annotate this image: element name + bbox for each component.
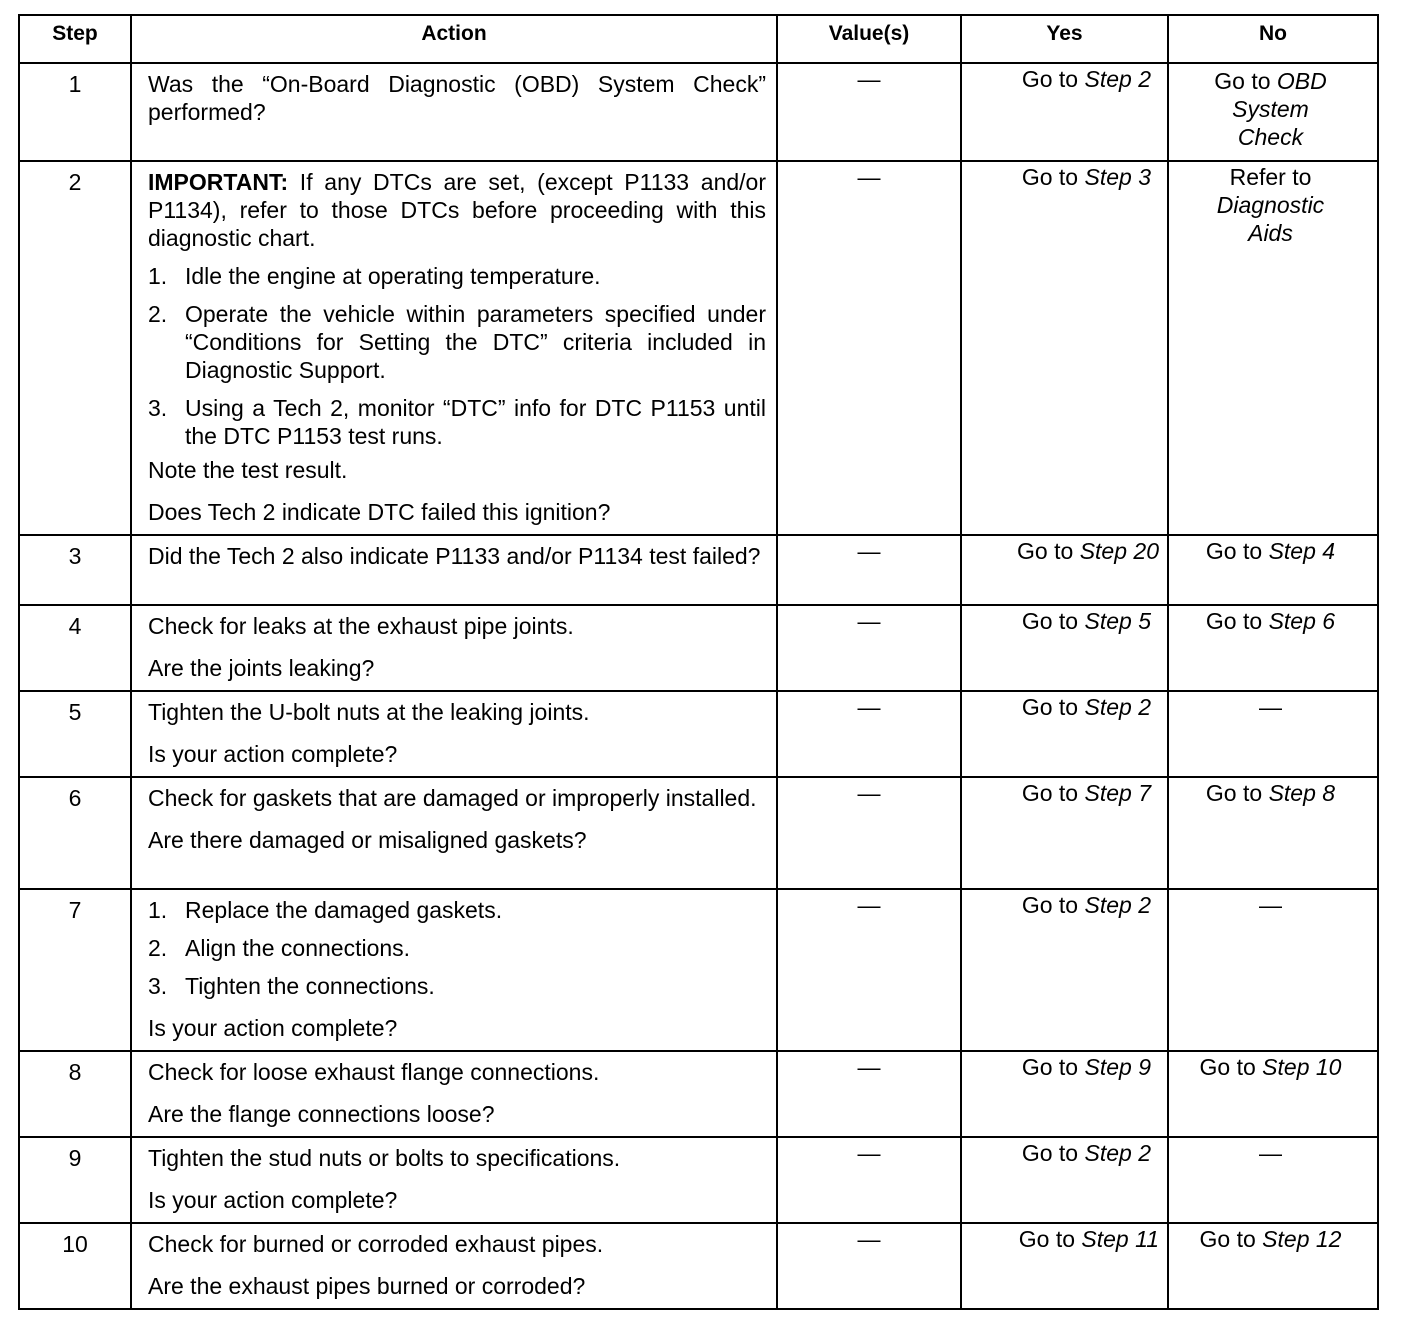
question-text: Does Tech 2 indicate DTC failed this ignition? — [148, 499, 611, 525]
no-ref-line: Refer to — [1229, 164, 1312, 190]
no-prefix: Go to — [1205, 608, 1269, 634]
value-cell: — — [777, 777, 961, 889]
yes-step-link: Step 9 — [1084, 1054, 1151, 1080]
no-step-link: Step 6 — [1268, 608, 1336, 634]
yes-cell — [961, 777, 1168, 889]
value-cell: — — [777, 605, 961, 691]
list-item — [148, 262, 766, 290]
yes-prefix: Go to — [1021, 694, 1085, 720]
action-cell — [131, 1223, 777, 1309]
yes-cell — [961, 1223, 1168, 1309]
table-row — [19, 63, 1378, 161]
action-cell — [131, 691, 777, 777]
yes-prefix: Go to — [1021, 1140, 1085, 1166]
list-text: Replace the damaged gaskets. — [185, 897, 503, 923]
value-cell: — — [777, 691, 961, 777]
question-text: Are the joints leaking? — [148, 655, 375, 681]
table-row — [19, 777, 1378, 889]
yes-step-link: Step 2 — [1084, 66, 1151, 92]
step-number: 9 — [19, 1137, 131, 1223]
no-ref-line: System — [1232, 96, 1309, 122]
list-text: Operate the vehicle within parameters specified under “Conditions for Setting the DTC” criteria included in Diagnostic Support. — [185, 301, 766, 383]
action-text: Did the Tech 2 also indicate P1133 and/or P1134 test failed? — [148, 543, 761, 569]
no-ref-line: OBD — [1276, 68, 1327, 94]
procedure-list — [148, 262, 766, 450]
yes-prefix: Go to — [1021, 164, 1085, 190]
header-action: Action — [131, 15, 777, 63]
list-text: Using a Tech 2, monitor “DTC” info for DTC P1153 until the DTC P1153 test runs. — [185, 395, 766, 449]
list-number: 2. — [148, 301, 168, 327]
question-text: Is your action complete? — [148, 1187, 398, 1213]
step-number: 5 — [19, 691, 131, 777]
yes-cell — [961, 1137, 1168, 1223]
no-prefix: Go to — [1199, 1226, 1263, 1252]
question-text: Are the exhaust pipes burned or corroded? — [148, 1273, 586, 1299]
action-text: Tighten the U-bolt nuts at the leaking joints. — [148, 699, 590, 725]
no-ref-line: Check — [1237, 124, 1304, 150]
yes-prefix: Go to — [1017, 538, 1080, 564]
step-number: 7 — [19, 889, 131, 1051]
table-row — [19, 1051, 1378, 1137]
action-cell — [131, 161, 777, 535]
yes-cell — [961, 889, 1168, 1051]
action-cell — [131, 1051, 777, 1137]
table-row — [19, 889, 1378, 1051]
yes-step-link: Step 7 — [1084, 780, 1151, 806]
important-text: If any DTCs are set, (except P1133 and/or P1134), refer to those DTCs before proceeding with this diagnostic chart. — [148, 169, 766, 251]
list-item — [148, 896, 766, 924]
action-text: Was the “On-Board Diagnostic (OBD) System Check” performed? — [148, 71, 766, 125]
yes-cell — [961, 691, 1168, 777]
list-text: Idle the engine at operating temperature. — [185, 263, 601, 289]
no-prefix: Go to — [1205, 538, 1269, 564]
action-text: Check for loose exhaust flange connections. — [148, 1059, 600, 1085]
action-cell — [131, 1137, 777, 1223]
no-prefix: Go to — [1199, 1054, 1263, 1080]
no-text-block — [1217, 163, 1324, 247]
step-number: 6 — [19, 777, 131, 889]
no-cell — [1168, 535, 1378, 605]
table-row — [19, 161, 1378, 535]
yes-step-link: Step 5 — [1084, 608, 1151, 634]
step-number: 3 — [19, 535, 131, 605]
list-text: Tighten the connections. — [185, 973, 435, 999]
no-text-block — [1214, 67, 1327, 151]
header-step: Step — [19, 15, 131, 63]
list-number: 1. — [148, 263, 168, 289]
no-step-link: Step 12 — [1262, 1226, 1342, 1252]
action-cell — [131, 889, 777, 1051]
yes-prefix: Go to — [1021, 780, 1085, 806]
header-no: No — [1168, 15, 1378, 63]
list-item — [148, 934, 766, 962]
yes-step-link: Step 11 — [1081, 1226, 1159, 1252]
action-cell — [131, 777, 777, 889]
value-cell: — — [777, 535, 961, 605]
action-text: Check for burned or corroded exhaust pipes. — [148, 1231, 604, 1257]
yes-cell — [961, 63, 1168, 161]
no-step-link: Step 4 — [1268, 538, 1336, 564]
yes-step-link: Step 2 — [1084, 1140, 1151, 1166]
action-cell — [131, 535, 777, 605]
question-text: Is your action complete? — [148, 741, 398, 767]
important-note — [148, 168, 766, 252]
value-cell: — — [777, 889, 961, 1051]
list-number: 1. — [148, 897, 168, 923]
no-cell — [1168, 63, 1378, 161]
yes-prefix: Go to — [1021, 1054, 1085, 1080]
header-values: Value(s) — [777, 15, 961, 63]
yes-cell — [961, 1051, 1168, 1137]
no-step-link: Step 8 — [1268, 780, 1336, 806]
no-cell: — — [1168, 691, 1378, 777]
no-cell — [1168, 777, 1378, 889]
step-number: 2 — [19, 161, 131, 535]
action-text: Tighten the stud nuts or bolts to specifications. — [148, 1145, 621, 1171]
action-text: Check for leaks at the exhaust pipe joints. — [148, 613, 574, 639]
list-number: 3. — [148, 973, 168, 999]
important-label: IMPORTANT: — [148, 169, 289, 195]
no-ref-line: Aids — [1248, 220, 1293, 246]
value-cell: — — [777, 1223, 961, 1309]
procedure-list — [148, 896, 766, 1000]
table-row — [19, 1223, 1378, 1309]
no-cell: — — [1168, 1137, 1378, 1223]
no-cell — [1168, 1223, 1378, 1309]
no-cell — [1168, 605, 1378, 691]
action-cell — [131, 63, 777, 161]
table-row — [19, 691, 1378, 777]
no-ref-line: Diagnostic — [1216, 192, 1325, 218]
value-cell: — — [777, 63, 961, 161]
yes-step-link: Step 3 — [1084, 164, 1151, 190]
action-text: Check for gaskets that are damaged or improperly installed. — [148, 785, 757, 811]
yes-prefix: Go to — [1018, 1226, 1082, 1252]
no-cell — [1168, 1051, 1378, 1137]
action-cell — [131, 605, 777, 691]
value-cell: — — [777, 1051, 961, 1137]
list-item — [148, 300, 766, 384]
yes-step-link: Step 2 — [1084, 892, 1151, 918]
no-cell: — — [1168, 889, 1378, 1051]
yes-cell — [961, 535, 1168, 605]
yes-prefix: Go to — [1021, 608, 1085, 634]
header-yes: Yes — [961, 15, 1168, 63]
table-row — [19, 535, 1378, 605]
question-text: Are there damaged or misaligned gaskets? — [148, 827, 587, 853]
no-cell — [1168, 161, 1378, 535]
list-number: 3. — [148, 395, 168, 421]
step-number: 10 — [19, 1223, 131, 1309]
header-row — [19, 15, 1378, 63]
yes-cell — [961, 605, 1168, 691]
question-text: Are the flange connections loose? — [148, 1101, 495, 1127]
step-number: 1 — [19, 63, 131, 161]
step-number: 8 — [19, 1051, 131, 1137]
diagnostic-table — [18, 14, 1379, 1310]
no-prefix: Go to — [1205, 780, 1269, 806]
value-cell: — — [777, 1137, 961, 1223]
yes-prefix: Go to — [1021, 66, 1085, 92]
yes-cell — [961, 161, 1168, 535]
step-number: 4 — [19, 605, 131, 691]
no-step-link: Step 10 — [1262, 1054, 1342, 1080]
question-text: Is your action complete? — [148, 1015, 398, 1041]
note-text: Note the test result. — [148, 457, 348, 483]
list-text: Align the connections. — [185, 935, 411, 961]
value-cell: — — [777, 161, 961, 535]
no-prefix: Go to — [1214, 68, 1277, 94]
list-item — [148, 394, 766, 450]
table-row — [19, 605, 1378, 691]
table-row — [19, 1137, 1378, 1223]
yes-step-link: Step 2 — [1084, 694, 1151, 720]
list-number: 2. — [148, 935, 168, 961]
list-item — [148, 972, 766, 1000]
yes-step-link: Step 20 — [1079, 538, 1159, 564]
yes-prefix: Go to — [1021, 892, 1085, 918]
